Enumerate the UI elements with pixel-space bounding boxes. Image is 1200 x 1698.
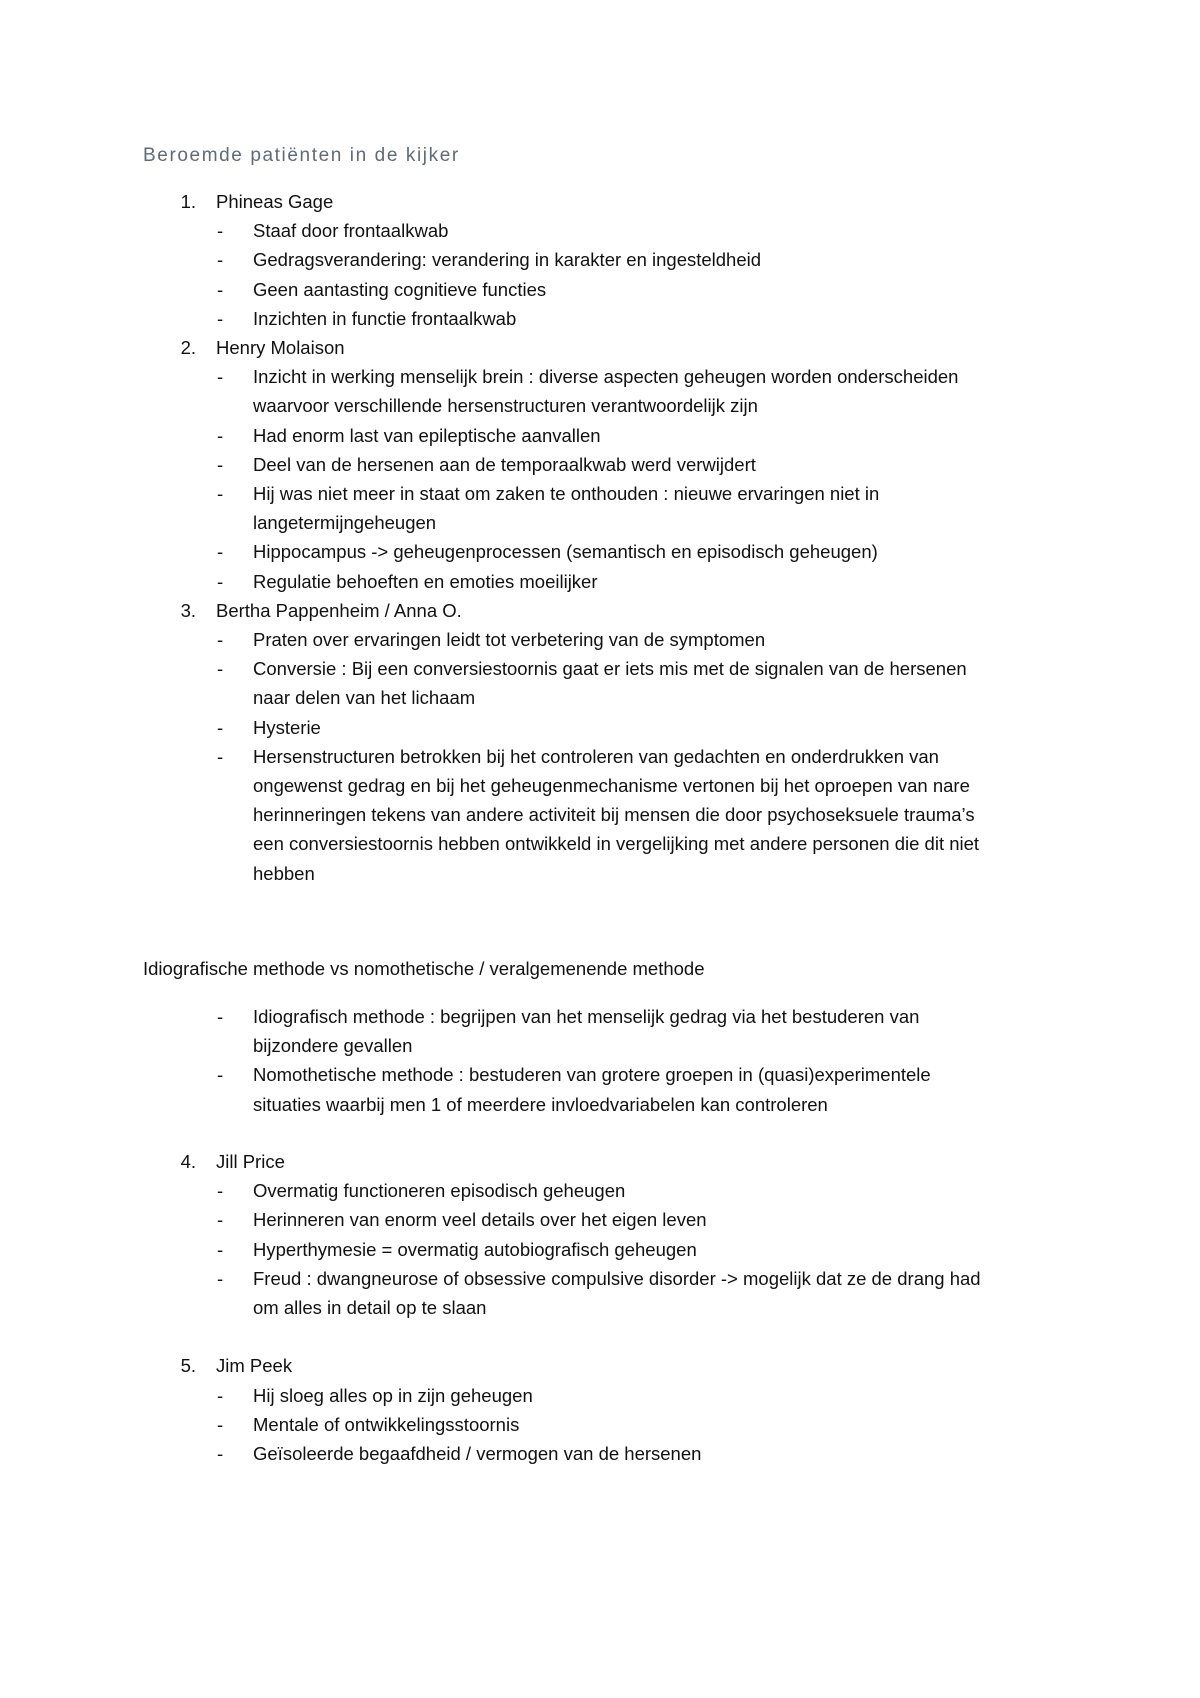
bullet-dash: - — [217, 220, 224, 242]
bullet-text: om alles in detail op te slaan — [253, 1297, 487, 1318]
bullet-dash: - — [217, 1064, 224, 1086]
list-number: 2. — [180, 337, 196, 358]
bullet-text: Hyperthymesie = overmatig autobiografisch geheugen — [253, 1238, 697, 1260]
bullet-text: een conversiestoornis hebben ontwikkeld in vergelijking met andere personen die dit niet — [253, 833, 980, 855]
bullet-text: Gedragsverandering: verandering in karakter en ingesteldheid — [253, 249, 762, 271]
bullet-dash: - — [217, 278, 224, 300]
patient-name: Phineas Gage — [216, 191, 334, 212]
bullet-text: Inzichten in functie frontaalkwab — [253, 307, 517, 329]
bullet-text: Freud : dwangneurose of obsessive compulsive disorder -> mogelijk dat ze de drang had — [253, 1267, 981, 1289]
bullet-text: bijzondere gevallen — [253, 1035, 413, 1057]
bullet-dash: - — [217, 1180, 224, 1202]
bullet-text: hebben — [253, 862, 315, 884]
bullet-dash: - — [217, 629, 224, 650]
bullet-text: langetermijngeheugen — [253, 512, 437, 534]
bullet-text: Staaf door frontaalkwab — [253, 220, 449, 242]
page-title: Beroemde patiënten in de kijker — [143, 145, 460, 166]
bullet-text: Regulatie behoeften en emoties moeilijker — [253, 570, 598, 592]
bullet-text: ongewenst gedrag en bij het geheugenmechanisme vertonen bij het oproepen van nare — [253, 775, 970, 796]
bullet-text: Praten over ervaringen leidt tot verbetering van de symptomen — [253, 629, 766, 650]
list-number: 5. — [180, 1355, 196, 1377]
patient-name: Jim Peek — [216, 1355, 293, 1377]
bullet-text: waarvoor verschillende hersenstructuren verantwoordelijk zijn — [253, 395, 758, 417]
bullet-dash: - — [217, 1384, 224, 1406]
bullet-dash: - — [217, 249, 224, 271]
bullet-dash: - — [217, 366, 224, 388]
list-number: 3. — [180, 599, 196, 621]
patient-name: Jill Price — [216, 1151, 285, 1172]
bullet-text: Hij sloeg alles op in zijn geheugen — [253, 1384, 533, 1406]
bullet-dash: - — [217, 1413, 224, 1435]
bullet-text: Deel van de hersenen aan de temporaalkwab werd verwijdert — [253, 453, 756, 475]
bullet-dash: - — [217, 424, 224, 446]
bullet-dash: - — [217, 483, 224, 504]
list-number: 4. — [180, 1151, 196, 1172]
bullet-text: naar delen van het lichaam — [253, 687, 476, 709]
bullet-text: Geen aantasting cognitieve functies — [253, 278, 547, 300]
section-heading: Idiografische methode vs nomothetische / veralgemenende methode — [143, 958, 705, 979]
bullet-dash: - — [217, 307, 224, 329]
patient-name: Bertha Pappenheim / Anna O. — [216, 599, 462, 621]
bullet-text: situaties waarbij men 1 of meerdere invloedvariabelen kan controleren — [253, 1093, 828, 1115]
bullet-dash: - — [217, 541, 224, 563]
bullet-text: Mentale of ontwikkelingsstoornis — [253, 1413, 520, 1435]
bullet-text: Herinneren van enorm veel details over het eigen leven — [253, 1209, 707, 1231]
bullet-text: Hippocampus -> geheugenprocessen (semantisch en episodisch geheugen) — [253, 541, 878, 563]
bullet-text: Conversie : Bij een conversiestoornis gaat er iets mis met de signalen van de hersenen — [253, 658, 967, 680]
list-number: 1. — [180, 191, 196, 212]
bullet-text: Inzicht in werking menselijk brein : diverse aspecten geheugen worden onderscheiden — [253, 366, 959, 388]
bullet-dash: - — [217, 1209, 224, 1231]
bullet-dash: - — [217, 1238, 224, 1260]
bullet-dash: - — [217, 745, 224, 767]
bullet-dash: - — [217, 1443, 224, 1464]
bullet-text: Hij was niet meer in staat om zaken te onthouden : nieuwe ervaringen niet in — [253, 483, 880, 504]
bullet-text: Hersenstructuren betrokken bij het controleren van gedachten en onderdrukken van — [253, 745, 939, 767]
bullet-text: Idiografisch methode : begrijpen van het menselijk gedrag via het bestuderen van — [253, 1006, 920, 1027]
bullet-dash: - — [217, 453, 224, 475]
bullet-text: Overmatig functioneren episodisch geheugen — [253, 1180, 626, 1202]
bullet-dash: - — [217, 1267, 224, 1289]
bullet-dash: - — [217, 1006, 224, 1027]
bullet-dash: - — [217, 658, 224, 680]
bullet-text: Nomothetische methode : bestuderen van grotere groepen in (quasi)experimentele — [253, 1064, 931, 1086]
bullet-text: Hysterie — [253, 716, 321, 738]
bullet-text: herinneringen tekens van andere activiteit bij mensen die door psychoseksuele trauma’s — [253, 804, 975, 826]
bullet-text: Had enorm last van epileptische aanvallen — [253, 424, 601, 446]
bullet-text: Geïsoleerde begaafdheid / vermogen van de hersenen — [253, 1443, 702, 1464]
bullet-dash: - — [217, 716, 224, 738]
bullet-dash: - — [217, 570, 224, 592]
patient-name: Henry Molaison — [216, 337, 345, 358]
